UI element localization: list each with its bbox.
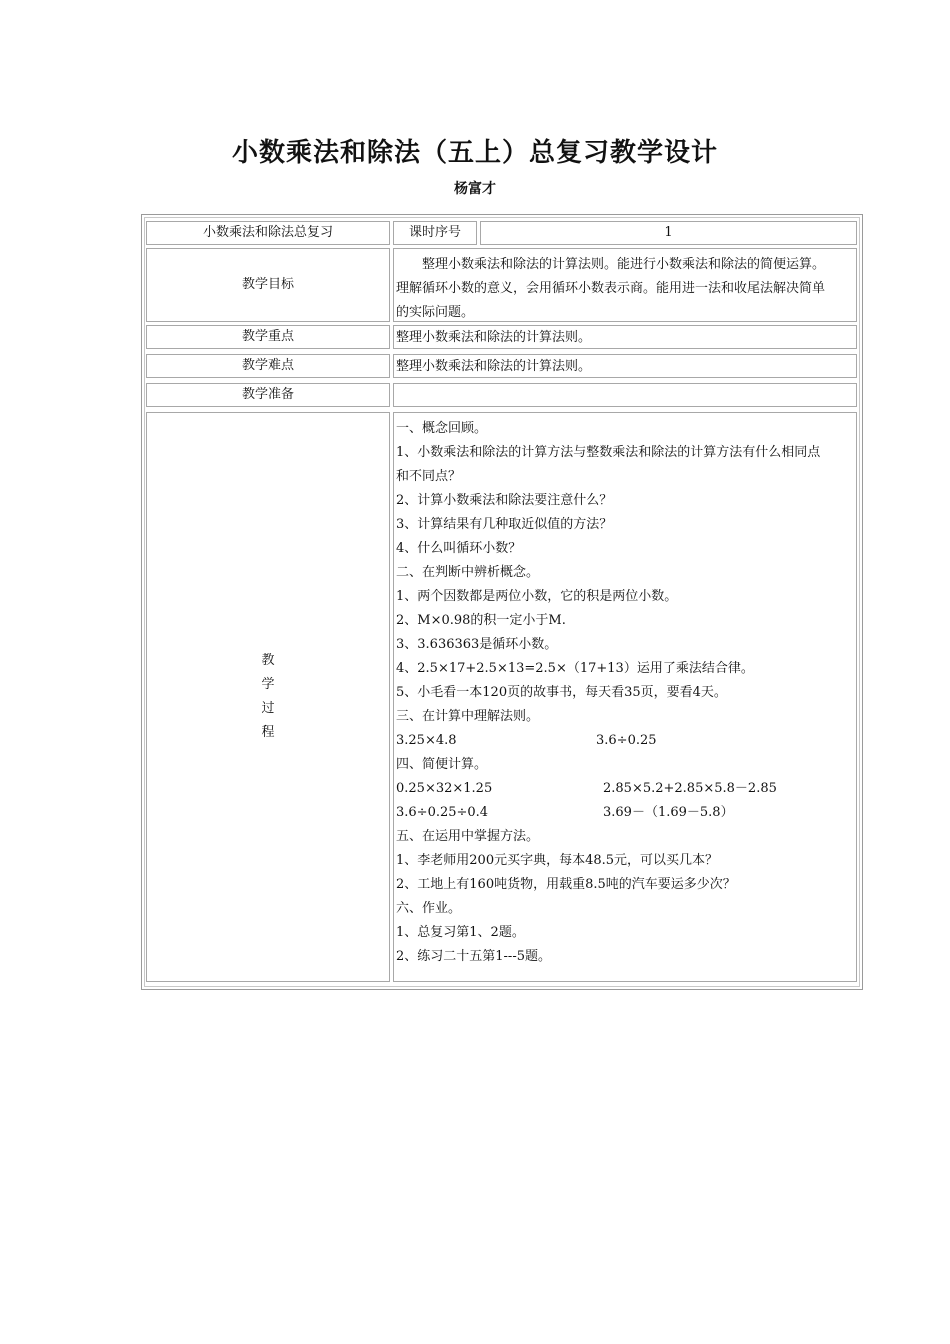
process-line: 和不同点？ [396,469,462,484]
process-line: 四、简便计算。 [396,757,488,772]
calc-item: 3.6÷0.25 [596,733,657,748]
process-line: 2、计算小数乘法和除法要注意什么？ [396,493,613,508]
process-line: 2、M×0.98的积一定小于M. [396,613,566,628]
lesson-no-label-cell [393,221,477,245]
prep-label: 教学准备 [241,387,294,402]
key-content-cell [393,325,857,349]
process-line: 1、小数乘法和除法的计算方法与整数乘法和除法的计算方法有什么相同点 [396,445,821,460]
process-content-cell [393,412,857,982]
lesson-no-value: 1 [664,225,673,240]
process-line: 五、在运用中掌握方法。 [396,829,540,844]
process-line: 六、作业。 [396,901,462,916]
calc-item: 3.69－（1.69－5.8） [603,805,734,820]
goal-label: 教学目标 [241,277,294,292]
process-line: 1、总复习第1、2题。 [396,925,525,940]
process-label-char: 程 [261,725,275,740]
process-label-char: 过 [261,701,275,716]
process-line: 3、3.636363是循环小数。 [396,637,558,652]
process-line: 5、小毛看一本120页的故事书，每天看35页，要看4天。 [396,685,727,700]
goal-line: 的实际问题。 [396,305,475,320]
process-line: 二、在判断中辨析概念。 [396,565,540,580]
process-line: 2、工地上有160吨货物，用载重8.5吨的汽车要运多少次？ [396,877,736,892]
key-text: 整理小数乘法和除法的计算法则。 [396,330,592,345]
goal-line: 整理小数乘法和除法的计算法则。能进行小数乘法和除法的简便运算。 [396,257,826,272]
process-line: 4、什么叫循环小数？ [396,541,522,556]
difficulty-text: 整理小数乘法和除法的计算法则。 [396,359,592,374]
calc-row [396,801,856,825]
process-label-char: 教 [261,653,275,668]
key-label-cell [146,325,390,349]
lesson-no-cell [480,221,857,245]
calc-item: 3.25×4.8 [396,733,457,748]
lesson-no-label: 课时序号 [408,225,461,240]
goal-label-cell [146,248,390,322]
process-label-cell [146,412,390,982]
process-line: 1、李老师用200元买字典，每本48.5元，可以买几本？ [396,853,719,868]
topic-text: 小数乘法和除法总复习 [202,225,333,240]
process-line: 三、在计算中理解法则。 [396,709,540,724]
difficulty-content-cell [393,354,857,378]
prep-label-cell [146,383,390,407]
calc-row [396,777,856,801]
process-line: 3、计算结果有几种取近似值的方法？ [396,517,613,532]
process-line: 4、2.5×17+2.5×13=2.5×（17+13）运用了乘法结合律。 [396,661,754,676]
difficulty-label-cell [146,354,390,378]
topic-cell [146,221,390,245]
calc-item: 2.85×5.2+2.85×5.8－2.85 [603,781,777,796]
process-line: 一、概念回顾。 [396,421,488,436]
process-label-char: 学 [261,677,275,692]
calc-item: 3.6÷0.25÷0.4 [396,805,489,820]
goal-content-cell [393,248,857,322]
process-line: 1、两个因数都是两位小数，它的积是两位小数。 [396,589,678,604]
goal-line: 理解循环小数的意义，会用循环小数表示商。能用进一法和收尾法解决简单 [396,281,826,296]
prep-content-cell [393,383,857,407]
key-label: 教学重点 [241,329,294,344]
process-label [261,649,274,745]
process-line: 2、练习二十五第1---5题。 [396,949,551,964]
author-name: 杨富才 [454,181,496,197]
calc-item: 0.25×32×1.25 [396,781,493,796]
difficulty-label: 教学难点 [241,358,294,373]
calc-row [396,729,856,753]
document-title: 小数乘法和除法（五上）总复习教学设计 [231,138,718,168]
